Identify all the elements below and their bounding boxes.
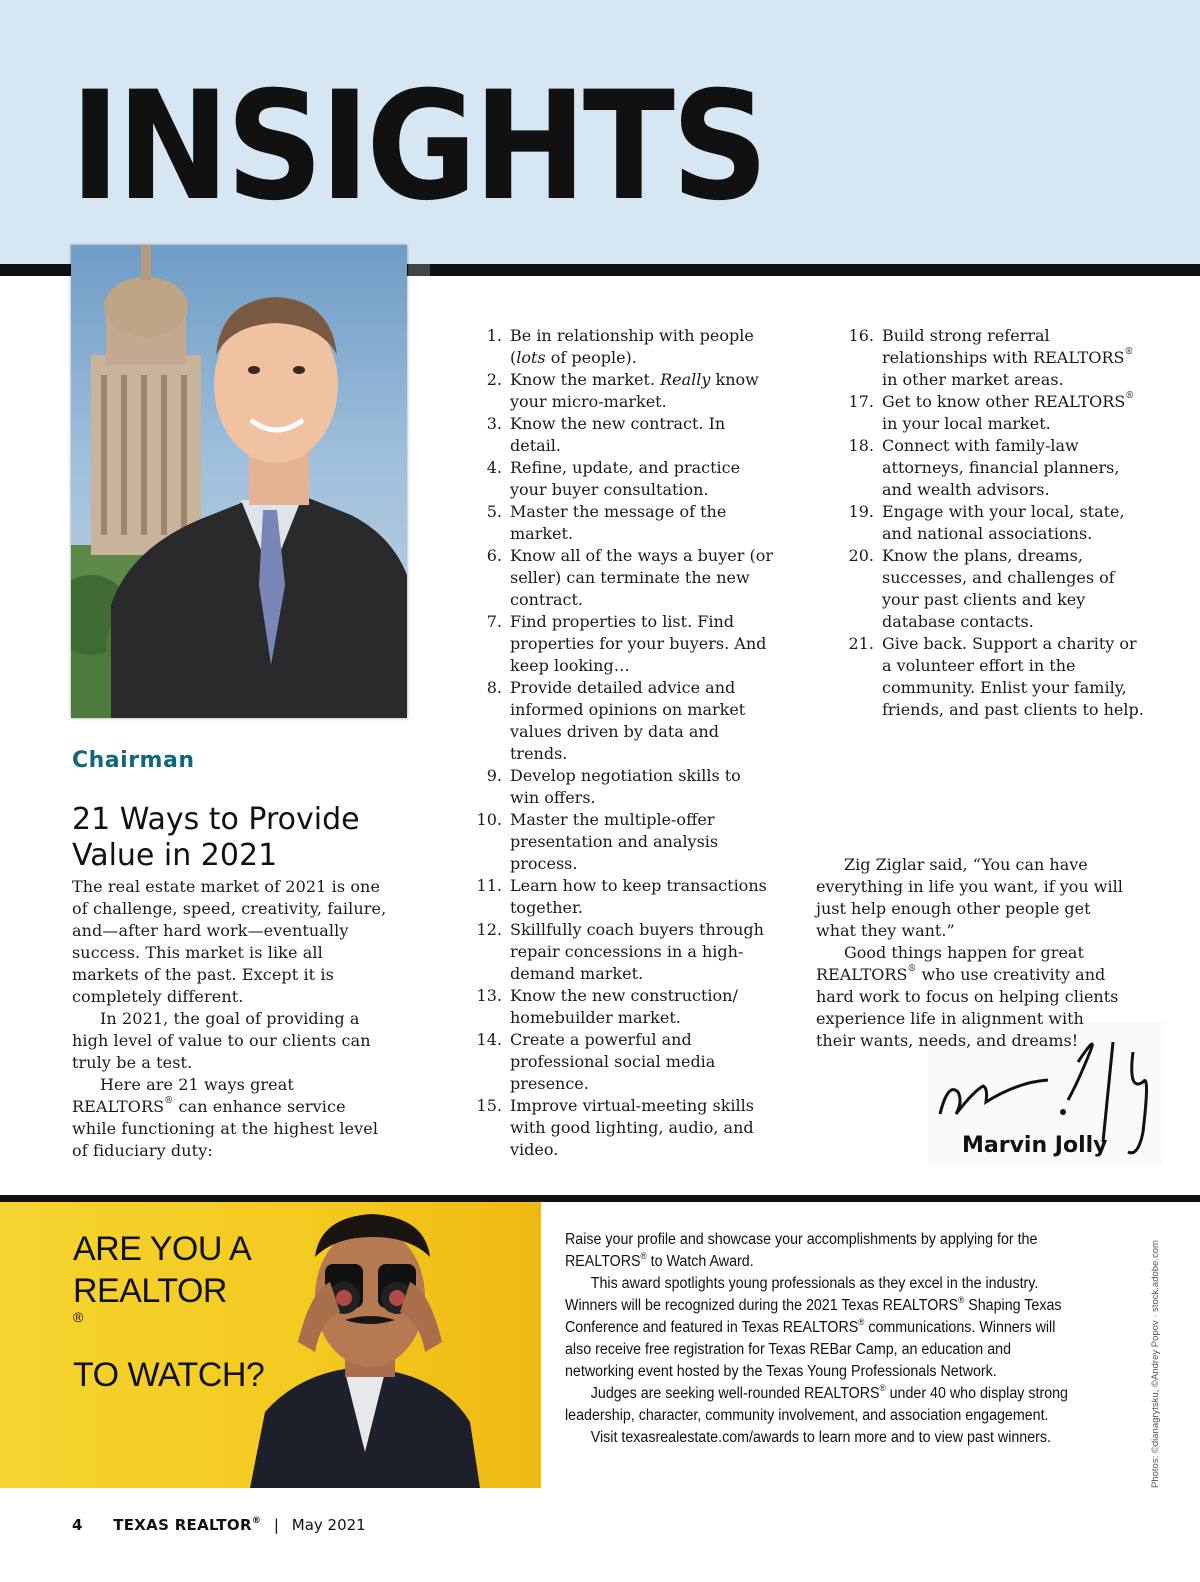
ways-list-column-1	[474, 325, 774, 1161]
list-item: 16. Build strong referral relationships with REALTORS® in other market areas.	[848, 326, 1134, 389]
list-item: 15. Improve virtual-meeting skills with good lighting, audio, and video.	[476, 1096, 754, 1159]
footer-separator: |	[273, 1516, 279, 1534]
article-intro	[72, 876, 392, 1162]
section-divider	[0, 1195, 1200, 1202]
list-item: 20. Know the plans, dreams, successes, and challenges of your past clients and key database contacts.	[848, 546, 1115, 631]
closing-paragraph: Zig Ziglar said, “You can have everything in life you want, if you will just help enough other people get what they want.”	[816, 855, 1123, 940]
chairman-photo	[71, 245, 407, 718]
ad-paragraph: Judges are seeking well-rounded REALTORS® under 40 who display strong leadership, character, community involvement, and association engagement.	[565, 1383, 1068, 1424]
list-item: 6. Know all of the ways a buyer (or seller) can terminate the new contract.	[486, 546, 773, 609]
list-item: 11. Learn how to keep transactions together.	[476, 876, 767, 917]
department-kicker: Chairman	[72, 748, 195, 773]
list-item: 8. Provide detailed advice and informed opinions on market values driven by data and trends.	[486, 678, 746, 763]
article-headline: 21 Ways to Provide Value in 2021	[72, 802, 360, 873]
page-number: 4	[72, 1516, 83, 1534]
intro-paragraph: In 2021, the goal of providing a high level of value to our clients can truly be a test.	[72, 1009, 371, 1072]
list-item: 2. Know the market. Really know your micro-market.	[486, 370, 759, 411]
intro-paragraph: The real estate market of 2021 is one of challenge, speed, creativity, failure, and—after hard work—eventually success. This market is like all markets of the past. Except it is completely different.	[72, 877, 387, 1006]
list-item: 14. Create a powerful and professional social media presence.	[476, 1030, 716, 1093]
closing-paragraph: Good things happen for great REALTORS® who use creativity and hard work to focus on helping clients experience life in alignment with their wants, needs, and dreams!	[816, 943, 1119, 1050]
ad-paragraph: Visit texasrealestate.com/awards to learn more and to view past winners.	[590, 1429, 1052, 1446]
article-closing	[816, 854, 1126, 1052]
page-footer	[72, 1516, 366, 1534]
photo-credit: Photos: ©dianagrytsku, ©Andrey Popov · stock.adobe.com	[1150, 1240, 1161, 1488]
list-item: 18. Connect with family-law attorneys, financial planners, and wealth advisors.	[848, 436, 1120, 499]
ways-list-column-2	[846, 325, 1146, 721]
intro-paragraph: Here are 21 ways great REALTORS® can enhance service while functioning at the highest level of fiduciary duty:	[72, 1075, 379, 1160]
list-item: 1. Be in relationship with people (lots of people).	[486, 326, 754, 367]
ad-title: ARE YOU A REALTOR ® TO WATCH?	[73, 1230, 265, 1394]
list-item: 19. Engage with your local, state, and national associations.	[848, 502, 1125, 543]
list-item: 9. Develop negotiation skills to win offers.	[486, 766, 741, 807]
list-item: 7. Find properties to list. Find properties for your buyers. And keep looking…	[486, 612, 767, 675]
list-item: 5. Master the message of the market.	[486, 502, 727, 543]
ad-body	[565, 1229, 1080, 1449]
list-item: 4. Refine, update, and practice your buyer consultation.	[486, 458, 741, 499]
list-item: 13. Know the new construction/ homebuilder market.	[476, 986, 738, 1027]
ad-paragraph: This award spotlights young professionals as they excel in the industry. Winners will be recognized during the 2021 Texas REALTORS® Shaping Texas Conference and featured in Texas REALTORS® communications. Winners will also receive free registration for Texas REBar Camp, an education and networking event hosted by the Texas Young Professionals Network.	[565, 1275, 1062, 1380]
list-item: 21. Give back. Support a charity or a volunteer effort in the community. Enlist your family, friends, and past clients to help.	[848, 634, 1144, 719]
list-item: 3. Know the new contract. In detail.	[486, 414, 726, 455]
header-rule-accent	[408, 264, 430, 276]
list-item: 10. Master the multiple-offer presentation and analysis process.	[476, 810, 719, 873]
ad-paragraph: Raise your profile and showcase your accomplishments by applying for the REALTORS® to Watch Award.	[565, 1231, 1038, 1270]
list-item: 12. Skillfully coach buyers through repair concessions in a high-demand market.	[476, 920, 764, 983]
list-item: 17. Get to know other REALTORS® in your local market.	[848, 391, 1135, 433]
author-name: Marvin Jolly	[962, 1133, 1108, 1158]
magazine-name: TEXAS REALTOR®	[113, 1516, 262, 1534]
section-title: INSIGHTS	[70, 60, 765, 234]
issue-date: May 2021	[291, 1516, 366, 1534]
